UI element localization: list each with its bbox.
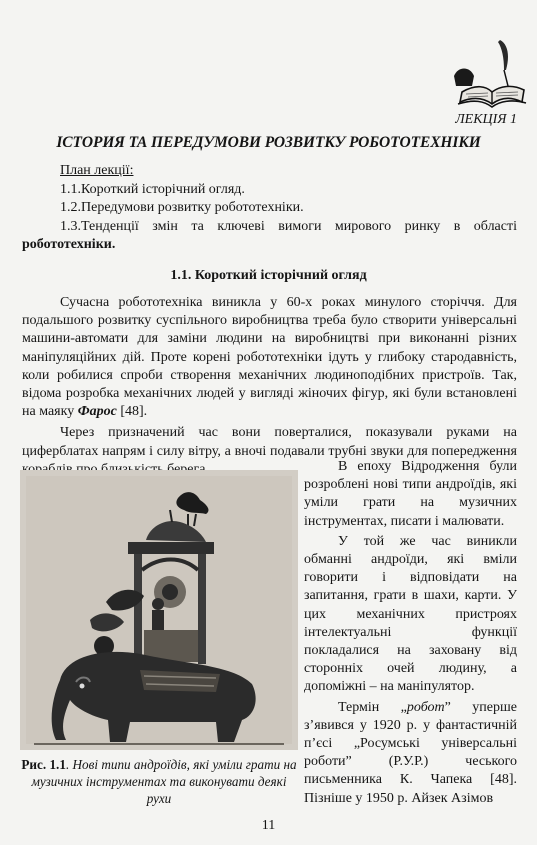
- paragraph-2: Через призначений час вони поверталися, показували руками на циферблатах напрям і силу вітру, а вночі подавали трубні звуки для попередження: [22, 425, 517, 459]
- page-number: 11: [261, 818, 276, 833]
- lecture-plan: [22, 162, 517, 255]
- right-paragraph-3-start: Термін „: [338, 699, 407, 715]
- paragraph-1-emphasis: Фарос: [77, 404, 117, 420]
- elephant-clock-illustration: [20, 470, 298, 750]
- paragraph-1-end: [48].: [116, 404, 148, 420]
- page-title: ІСТОРИЯ ТА ПЕРЕДУМОВИ РОЗВИТКУ РОБОТОТЕХНІКИ: [56, 134, 481, 151]
- figure-label: Рис. 1.1: [21, 757, 66, 772]
- right-paragraph-1: В епоху Відродження були розроблені нові типи андроїдів, які уміли грати на музичних інструментах, писати і малювати.: [304, 459, 517, 529]
- right-paragraph-3-emphasis: робот: [406, 699, 445, 715]
- paragraph-1: [22, 294, 517, 421]
- book-quill-icon: [448, 36, 528, 110]
- figure-caption-text: . Нові типи андроїдів, які уміли грати на музичних інструментах та виконувати деякі рухи: [31, 757, 297, 806]
- plan-item-3-end: робототехніки.: [22, 237, 116, 253]
- body-text: [22, 294, 517, 479]
- plan-item-2: 1.2.Передумови розвитку робототехніки.: [60, 200, 304, 216]
- right-paragraph-3: [304, 699, 517, 808]
- paragraph-1-start: Сучасна робототехніка виникла у 60-х роках минулого сторіччя. Для подальшого розвитку суспільного виробництва треба було створити універсальні машини-автомати для заміни людини на виробництві при виконанні різних маніпуляційних дій. Проте корені робототехніки ідуть у глибоку стародавність, коли робилися спроби створення механічних людиноподібних пристроїв. Так, відома розробка механічних людей у вигляді жіночих фігур, які були встановлені на маяку: [22, 295, 517, 420]
- plan-item-3: [22, 218, 517, 255]
- right-paragraph-2: У той же час виникли обманні андроїди, які вміли говорити і відповідати на запитання, грати в шахи, карти. У цих механічних пристроях інтелектуальні функції покладалися на заховану від сторонніх очей людину, а допоміжні – на маніпулятор.: [304, 533, 517, 695]
- section-title: 1.1. Короткий історічний огляд: [170, 268, 367, 283]
- right-paragraph-3-end: ” уперше з’явився у 1920 р. у фантастичній п’єсі „Росумські універсальні роботи” (Р.У.Р.) чеського письменника К. Чапека [48]. Пізніше у 1950 р. Айзек Азімов: [304, 699, 517, 806]
- plan-title: План лекції:: [60, 163, 134, 178]
- right-column-text: [304, 458, 517, 808]
- plan-item-1: 1.1.Короткий історічний огляд.: [60, 181, 245, 197]
- figure-caption: [20, 756, 298, 807]
- plan-item-3-text: 1.3.Тенденції змін та ключеві вимоги мирового ринку в області: [60, 218, 517, 234]
- lecture-label: ЛЕКЦІЯ 1: [455, 112, 517, 127]
